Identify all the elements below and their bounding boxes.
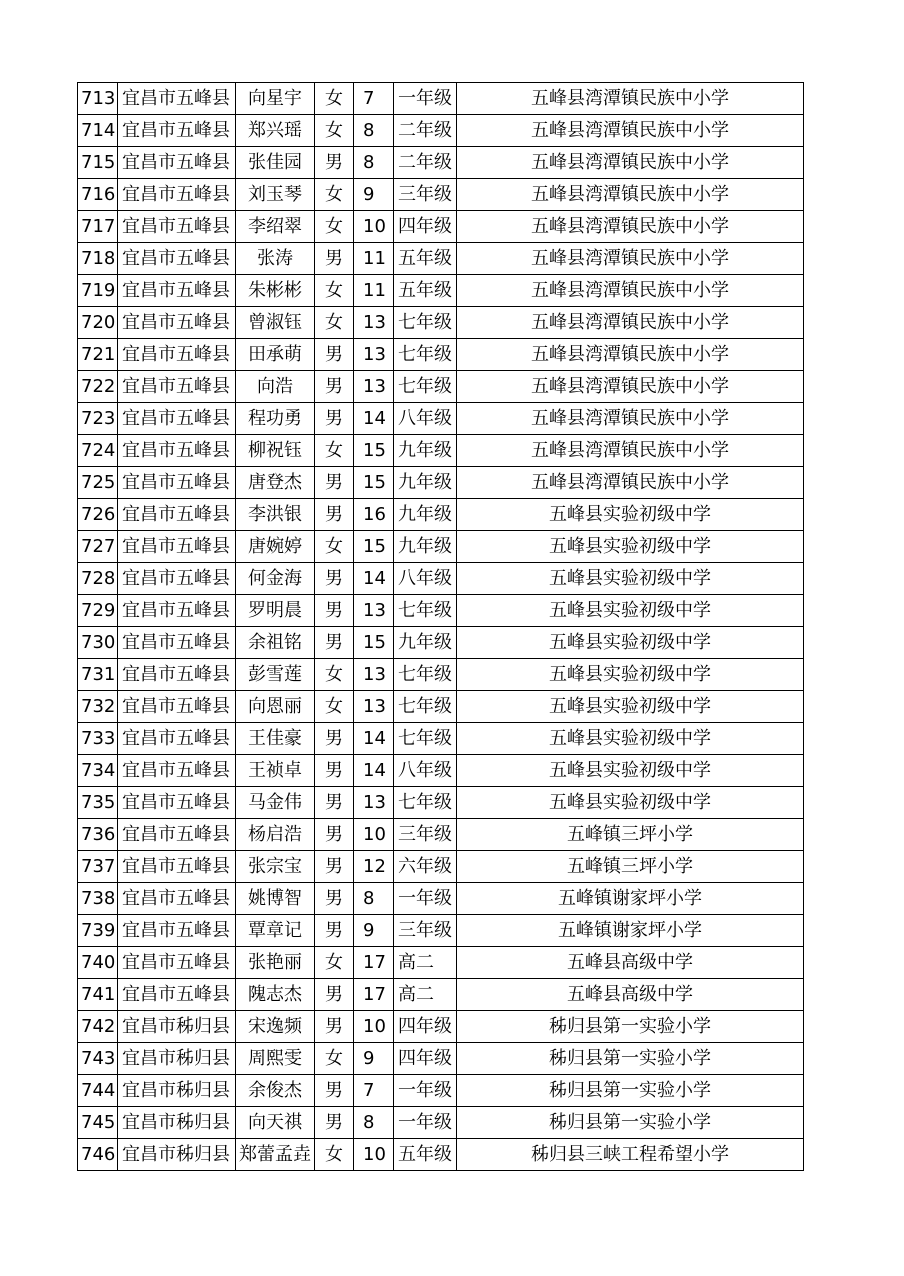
grade-cell: 二年级 — [394, 147, 457, 179]
school-cell: 五峰县实验初级中学 — [457, 787, 804, 819]
school-cell: 五峰县湾潭镇民族中小学 — [457, 275, 804, 307]
school-cell: 五峰县实验初级中学 — [457, 531, 804, 563]
grade-cell: 七年级 — [394, 787, 457, 819]
row-number-cell: 735 — [78, 787, 118, 819]
region-cell: 宜昌市五峰县 — [118, 211, 236, 243]
gender-cell: 男 — [315, 147, 354, 179]
student-name-cell: 向恩丽 — [236, 691, 315, 723]
region-cell: 宜昌市五峰县 — [118, 915, 236, 947]
student-name-cell: 王祯卓 — [236, 755, 315, 787]
age-cell: 8 — [354, 115, 394, 147]
row-number-cell: 728 — [78, 563, 118, 595]
region-cell: 宜昌市五峰县 — [118, 787, 236, 819]
school-cell: 五峰县高级中学 — [457, 979, 804, 1011]
school-cell: 五峰县湾潭镇民族中小学 — [457, 179, 804, 211]
table-row — [78, 243, 804, 275]
grade-cell: 四年级 — [394, 1043, 457, 1075]
gender-cell: 男 — [315, 499, 354, 531]
student-name-cell: 向浩 — [236, 371, 315, 403]
row-number-cell: 741 — [78, 979, 118, 1011]
grade-cell: 八年级 — [394, 563, 457, 595]
gender-cell: 女 — [315, 531, 354, 563]
table-row — [78, 819, 804, 851]
age-cell: 10 — [354, 1139, 394, 1171]
table-row — [78, 1011, 804, 1043]
age-cell: 10 — [354, 1011, 394, 1043]
age-cell: 17 — [354, 979, 394, 1011]
grade-cell: 四年级 — [394, 211, 457, 243]
grade-cell: 八年级 — [394, 403, 457, 435]
row-number-cell: 733 — [78, 723, 118, 755]
region-cell: 宜昌市五峰县 — [118, 563, 236, 595]
region-cell: 宜昌市五峰县 — [118, 467, 236, 499]
grade-cell: 高二 — [394, 947, 457, 979]
gender-cell: 男 — [315, 467, 354, 499]
table-row — [78, 787, 804, 819]
school-cell: 五峰县湾潭镇民族中小学 — [457, 339, 804, 371]
row-number-cell: 742 — [78, 1011, 118, 1043]
school-cell: 五峰县湾潭镇民族中小学 — [457, 211, 804, 243]
school-cell: 秭归县三峡工程希望小学 — [457, 1139, 804, 1171]
student-name-cell: 李洪银 — [236, 499, 315, 531]
region-cell: 宜昌市五峰县 — [118, 627, 236, 659]
region-cell: 宜昌市五峰县 — [118, 883, 236, 915]
region-cell: 宜昌市秭归县 — [118, 1139, 236, 1171]
row-number-cell: 724 — [78, 435, 118, 467]
row-number-cell: 734 — [78, 755, 118, 787]
region-cell: 宜昌市五峰县 — [118, 947, 236, 979]
gender-cell: 男 — [315, 787, 354, 819]
grade-cell: 五年级 — [394, 1139, 457, 1171]
gender-cell: 女 — [315, 275, 354, 307]
age-cell: 14 — [354, 563, 394, 595]
table-row — [78, 307, 804, 339]
school-cell: 五峰县实验初级中学 — [457, 691, 804, 723]
table-row — [78, 595, 804, 627]
region-cell: 宜昌市秭归县 — [118, 1011, 236, 1043]
school-cell: 五峰县实验初级中学 — [457, 723, 804, 755]
student-name-cell: 罗明晨 — [236, 595, 315, 627]
school-cell: 秭归县第一实验小学 — [457, 1075, 804, 1107]
region-cell: 宜昌市五峰县 — [118, 531, 236, 563]
school-cell: 五峰县实验初级中学 — [457, 755, 804, 787]
student-name-cell: 余俊杰 — [236, 1075, 315, 1107]
school-cell: 五峰县实验初级中学 — [457, 627, 804, 659]
gender-cell: 男 — [315, 243, 354, 275]
table-row — [78, 531, 804, 563]
school-cell: 五峰县湾潭镇民族中小学 — [457, 243, 804, 275]
student-name-cell: 刘玉琴 — [236, 179, 315, 211]
region-cell: 宜昌市五峰县 — [118, 499, 236, 531]
student-name-cell: 向星宇 — [236, 83, 315, 115]
age-cell: 8 — [354, 883, 394, 915]
gender-cell: 女 — [315, 307, 354, 339]
table-row — [78, 659, 804, 691]
row-number-cell: 727 — [78, 531, 118, 563]
grade-cell: 七年级 — [394, 339, 457, 371]
table-row — [78, 83, 804, 115]
row-number-cell: 721 — [78, 339, 118, 371]
region-cell: 宜昌市五峰县 — [118, 147, 236, 179]
grade-cell: 二年级 — [394, 115, 457, 147]
school-cell: 五峰县实验初级中学 — [457, 659, 804, 691]
row-number-cell: 730 — [78, 627, 118, 659]
table-row — [78, 691, 804, 723]
school-cell: 五峰县湾潭镇民族中小学 — [457, 83, 804, 115]
grade-cell: 一年级 — [394, 83, 457, 115]
student-name-cell: 覃章记 — [236, 915, 315, 947]
region-cell: 宜昌市五峰县 — [118, 755, 236, 787]
student-list-table — [77, 82, 804, 1171]
student-name-cell: 曾淑钰 — [236, 307, 315, 339]
gender-cell: 男 — [315, 1107, 354, 1139]
gender-cell: 男 — [315, 563, 354, 595]
gender-cell: 男 — [315, 595, 354, 627]
gender-cell: 男 — [315, 1011, 354, 1043]
age-cell: 14 — [354, 723, 394, 755]
student-name-cell: 朱彬彬 — [236, 275, 315, 307]
student-name-cell: 郑兴瑶 — [236, 115, 315, 147]
grade-cell: 七年级 — [394, 691, 457, 723]
region-cell: 宜昌市五峰县 — [118, 435, 236, 467]
gender-cell: 女 — [315, 659, 354, 691]
grade-cell: 九年级 — [394, 499, 457, 531]
age-cell: 7 — [354, 1075, 394, 1107]
student-name-cell: 张艳丽 — [236, 947, 315, 979]
region-cell: 宜昌市秭归县 — [118, 1107, 236, 1139]
age-cell: 13 — [354, 787, 394, 819]
grade-cell: 三年级 — [394, 819, 457, 851]
grade-cell: 六年级 — [394, 851, 457, 883]
student-name-cell: 姚博智 — [236, 883, 315, 915]
gender-cell: 女 — [315, 435, 354, 467]
age-cell: 15 — [354, 627, 394, 659]
grade-cell: 五年级 — [394, 275, 457, 307]
row-number-cell: 731 — [78, 659, 118, 691]
table-row — [78, 851, 804, 883]
gender-cell: 男 — [315, 979, 354, 1011]
student-name-cell: 张宗宝 — [236, 851, 315, 883]
age-cell: 7 — [354, 83, 394, 115]
row-number-cell: 726 — [78, 499, 118, 531]
gender-cell: 男 — [315, 371, 354, 403]
region-cell: 宜昌市五峰县 — [118, 275, 236, 307]
student-name-cell: 程功勇 — [236, 403, 315, 435]
grade-cell: 七年级 — [394, 659, 457, 691]
table-row — [78, 723, 804, 755]
student-name-cell: 余祖铭 — [236, 627, 315, 659]
student-name-cell: 王佳豪 — [236, 723, 315, 755]
grade-cell: 一年级 — [394, 883, 457, 915]
row-number-cell: 718 — [78, 243, 118, 275]
student-name-cell: 周熙雯 — [236, 1043, 315, 1075]
table-row — [78, 339, 804, 371]
age-cell: 8 — [354, 1107, 394, 1139]
table-row — [78, 979, 804, 1011]
school-cell: 五峰县湾潭镇民族中小学 — [457, 371, 804, 403]
region-cell: 宜昌市五峰县 — [118, 979, 236, 1011]
row-number-cell: 714 — [78, 115, 118, 147]
grade-cell: 九年级 — [394, 531, 457, 563]
table-body — [78, 83, 804, 1171]
student-name-cell: 杨启浩 — [236, 819, 315, 851]
region-cell: 宜昌市五峰县 — [118, 115, 236, 147]
gender-cell: 男 — [315, 755, 354, 787]
gender-cell: 男 — [315, 627, 354, 659]
school-cell: 秭归县第一实验小学 — [457, 1107, 804, 1139]
row-number-cell: 737 — [78, 851, 118, 883]
grade-cell: 五年级 — [394, 243, 457, 275]
table-row — [78, 499, 804, 531]
age-cell: 9 — [354, 179, 394, 211]
grade-cell: 七年级 — [394, 595, 457, 627]
gender-cell: 女 — [315, 179, 354, 211]
table-row — [78, 147, 804, 179]
student-name-cell: 何金海 — [236, 563, 315, 595]
region-cell: 宜昌市五峰县 — [118, 371, 236, 403]
age-cell: 13 — [354, 371, 394, 403]
school-cell: 五峰县湾潭镇民族中小学 — [457, 403, 804, 435]
grade-cell: 一年级 — [394, 1075, 457, 1107]
table-row — [78, 1043, 804, 1075]
student-name-cell: 唐登杰 — [236, 467, 315, 499]
student-name-cell: 宋逸频 — [236, 1011, 315, 1043]
row-number-cell: 732 — [78, 691, 118, 723]
row-number-cell: 715 — [78, 147, 118, 179]
region-cell: 宜昌市五峰县 — [118, 307, 236, 339]
school-cell: 五峰县实验初级中学 — [457, 563, 804, 595]
row-number-cell: 738 — [78, 883, 118, 915]
age-cell: 10 — [354, 819, 394, 851]
table-row — [78, 275, 804, 307]
grade-cell: 九年级 — [394, 467, 457, 499]
region-cell: 宜昌市秭归县 — [118, 1043, 236, 1075]
row-number-cell: 723 — [78, 403, 118, 435]
gender-cell: 女 — [315, 211, 354, 243]
school-cell: 秭归县第一实验小学 — [457, 1011, 804, 1043]
grade-cell: 七年级 — [394, 307, 457, 339]
grade-cell: 三年级 — [394, 179, 457, 211]
region-cell: 宜昌市五峰县 — [118, 243, 236, 275]
row-number-cell: 743 — [78, 1043, 118, 1075]
age-cell: 10 — [354, 211, 394, 243]
gender-cell: 女 — [315, 83, 354, 115]
table-row — [78, 179, 804, 211]
gender-cell: 男 — [315, 403, 354, 435]
school-cell: 五峰县实验初级中学 — [457, 499, 804, 531]
student-name-cell: 唐婉婷 — [236, 531, 315, 563]
student-name-cell: 田承萌 — [236, 339, 315, 371]
age-cell: 13 — [354, 339, 394, 371]
grade-cell: 九年级 — [394, 435, 457, 467]
grade-cell: 一年级 — [394, 1107, 457, 1139]
gender-cell: 男 — [315, 883, 354, 915]
grade-cell: 八年级 — [394, 755, 457, 787]
gender-cell: 女 — [315, 115, 354, 147]
region-cell: 宜昌市五峰县 — [118, 339, 236, 371]
age-cell: 13 — [354, 691, 394, 723]
table-row — [78, 371, 804, 403]
student-name-cell: 隗志杰 — [236, 979, 315, 1011]
age-cell: 15 — [354, 467, 394, 499]
age-cell: 15 — [354, 531, 394, 563]
grade-cell: 高二 — [394, 979, 457, 1011]
table-row — [78, 915, 804, 947]
table-row — [78, 403, 804, 435]
row-number-cell: 736 — [78, 819, 118, 851]
school-cell: 秭归县第一实验小学 — [457, 1043, 804, 1075]
row-number-cell: 720 — [78, 307, 118, 339]
table-row — [78, 947, 804, 979]
age-cell: 15 — [354, 435, 394, 467]
row-number-cell: 745 — [78, 1107, 118, 1139]
school-cell: 五峰县湾潭镇民族中小学 — [457, 115, 804, 147]
row-number-cell: 725 — [78, 467, 118, 499]
age-cell: 9 — [354, 915, 394, 947]
gender-cell: 男 — [315, 915, 354, 947]
row-number-cell: 722 — [78, 371, 118, 403]
age-cell: 12 — [354, 851, 394, 883]
gender-cell: 女 — [315, 1139, 354, 1171]
gender-cell: 男 — [315, 1075, 354, 1107]
gender-cell: 女 — [315, 1043, 354, 1075]
grade-cell: 七年级 — [394, 723, 457, 755]
region-cell: 宜昌市五峰县 — [118, 403, 236, 435]
table-row — [78, 627, 804, 659]
age-cell: 13 — [354, 595, 394, 627]
gender-cell: 男 — [315, 723, 354, 755]
age-cell: 8 — [354, 147, 394, 179]
region-cell: 宜昌市五峰县 — [118, 595, 236, 627]
row-number-cell: 746 — [78, 1139, 118, 1171]
grade-cell: 九年级 — [394, 627, 457, 659]
student-name-cell: 向天祺 — [236, 1107, 315, 1139]
region-cell: 宜昌市五峰县 — [118, 723, 236, 755]
gender-cell: 女 — [315, 947, 354, 979]
student-name-cell: 柳祝钰 — [236, 435, 315, 467]
region-cell: 宜昌市五峰县 — [118, 819, 236, 851]
student-name-cell: 郑蕾孟垚 — [236, 1139, 315, 1171]
row-number-cell: 713 — [78, 83, 118, 115]
school-cell: 五峰县实验初级中学 — [457, 595, 804, 627]
age-cell: 13 — [354, 659, 394, 691]
row-number-cell: 729 — [78, 595, 118, 627]
school-cell: 五峰镇谢家坪小学 — [457, 915, 804, 947]
table-row — [78, 1139, 804, 1171]
row-number-cell: 739 — [78, 915, 118, 947]
table-row — [78, 1075, 804, 1107]
region-cell: 宜昌市五峰县 — [118, 659, 236, 691]
region-cell: 宜昌市五峰县 — [118, 691, 236, 723]
region-cell: 宜昌市五峰县 — [118, 851, 236, 883]
region-cell: 宜昌市五峰县 — [118, 83, 236, 115]
row-number-cell: 717 — [78, 211, 118, 243]
gender-cell: 男 — [315, 339, 354, 371]
grade-cell: 四年级 — [394, 1011, 457, 1043]
gender-cell: 女 — [315, 691, 354, 723]
table-row — [78, 883, 804, 915]
age-cell: 14 — [354, 755, 394, 787]
table-row — [78, 563, 804, 595]
row-number-cell: 719 — [78, 275, 118, 307]
table-row — [78, 467, 804, 499]
table-row — [78, 115, 804, 147]
age-cell: 14 — [354, 403, 394, 435]
region-cell: 宜昌市五峰县 — [118, 179, 236, 211]
school-cell: 五峰镇三坪小学 — [457, 851, 804, 883]
school-cell: 五峰县湾潭镇民族中小学 — [457, 307, 804, 339]
student-name-cell: 张涛 — [236, 243, 315, 275]
age-cell: 16 — [354, 499, 394, 531]
student-name-cell: 李绍翠 — [236, 211, 315, 243]
gender-cell: 男 — [315, 851, 354, 883]
student-name-cell: 张佳园 — [236, 147, 315, 179]
table-row — [78, 755, 804, 787]
age-cell: 13 — [354, 307, 394, 339]
school-cell: 五峰县湾潭镇民族中小学 — [457, 435, 804, 467]
gender-cell: 男 — [315, 819, 354, 851]
age-cell: 17 — [354, 947, 394, 979]
school-cell: 五峰县湾潭镇民族中小学 — [457, 147, 804, 179]
grade-cell: 三年级 — [394, 915, 457, 947]
grade-cell: 七年级 — [394, 371, 457, 403]
student-name-cell: 彭雪莲 — [236, 659, 315, 691]
row-number-cell: 744 — [78, 1075, 118, 1107]
school-cell: 五峰县湾潭镇民族中小学 — [457, 467, 804, 499]
table-row — [78, 435, 804, 467]
age-cell: 11 — [354, 243, 394, 275]
row-number-cell: 716 — [78, 179, 118, 211]
row-number-cell: 740 — [78, 947, 118, 979]
age-cell: 9 — [354, 1043, 394, 1075]
student-name-cell: 马金伟 — [236, 787, 315, 819]
school-cell: 五峰县高级中学 — [457, 947, 804, 979]
table-row — [78, 1107, 804, 1139]
school-cell: 五峰镇谢家坪小学 — [457, 883, 804, 915]
school-cell: 五峰镇三坪小学 — [457, 819, 804, 851]
region-cell: 宜昌市秭归县 — [118, 1075, 236, 1107]
table-row — [78, 211, 804, 243]
age-cell: 11 — [354, 275, 394, 307]
